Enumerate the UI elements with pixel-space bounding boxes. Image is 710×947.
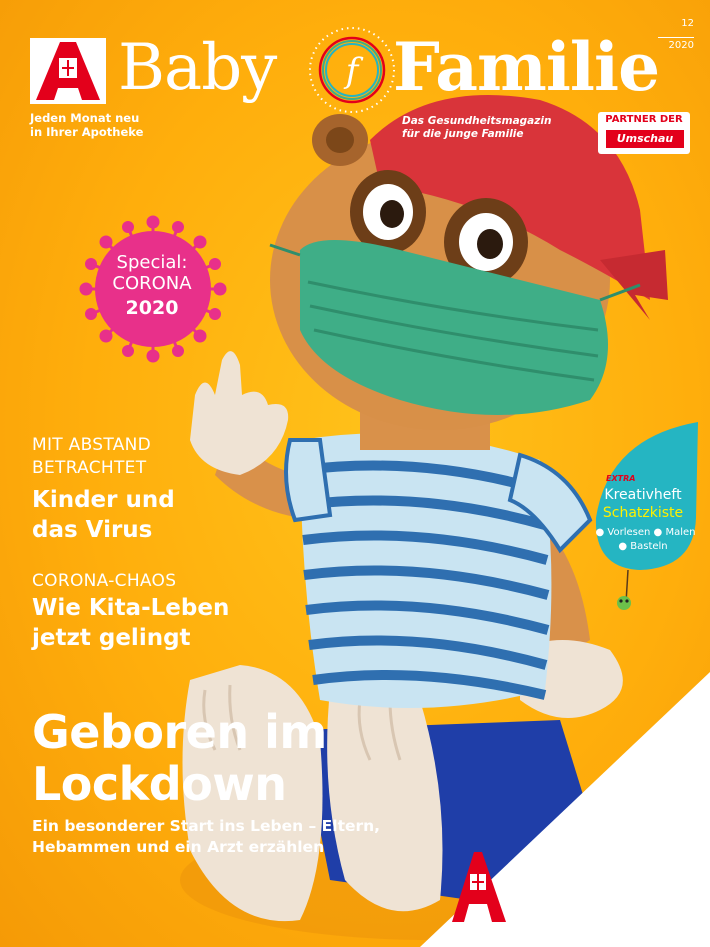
special-year: 2020: [125, 297, 179, 319]
partner-brand: Umschau: [606, 130, 684, 148]
special-topic: CORONA: [112, 273, 192, 294]
extra-items: ● Basteln: [618, 541, 668, 552]
extra-title-accent: Schatzkiste: [602, 505, 684, 521]
main-headline: Geboren im Lockdown: [32, 705, 327, 811]
issue-number: 12: [681, 18, 694, 29]
brand-name-familie: Familie: [393, 28, 660, 106]
brand-emblem-icon: [306, 24, 398, 116]
coverline-headline: Wie Kita-Leben jetzt gelingt: [32, 595, 230, 651]
apotheke-a-icon: [36, 42, 100, 100]
special-label: Special:: [116, 252, 188, 273]
tagline: Jeden Monat neu in Ihrer Apotheke: [30, 111, 144, 139]
coverline-headline: Kinder und das Virus: [32, 487, 175, 543]
coverline-kicker: CORONA-CHAOS: [32, 571, 177, 591]
magazine-subtitle: Das Gesundheitsmagazin für die junge Familie: [402, 115, 552, 140]
coverline-kicker: MIT ABSTAND BETRACHTET: [32, 435, 152, 478]
extra-items: ● Vorlesen ● Malen: [595, 527, 696, 538]
apotheke-logo: [30, 38, 106, 104]
partner-badge: [598, 112, 690, 154]
brand-name-baby: Baby: [118, 31, 277, 105]
main-subheadline: Ein besonderer Start ins Leben – Eltern, Hebammen und ein Arzt erzählen: [32, 817, 381, 856]
issue-year: 2020: [658, 37, 694, 52]
partner-label: PARTNER DER: [605, 114, 683, 125]
extra-label: EXTRA: [606, 474, 636, 483]
svg-text:f: f: [345, 51, 359, 91]
extra-title: Kreativheft: [604, 487, 682, 503]
